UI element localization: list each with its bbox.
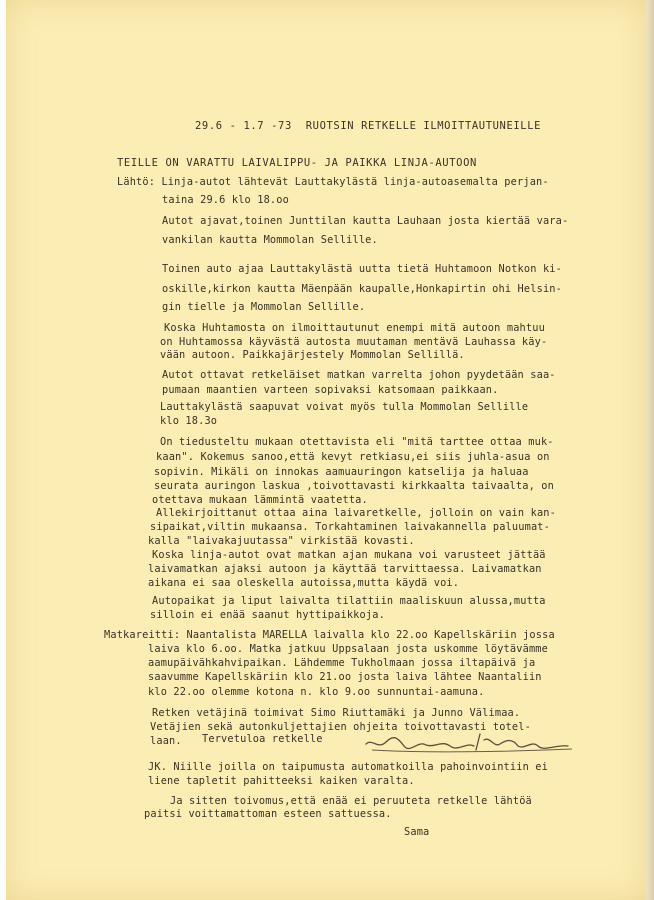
text-line: Ja sitten toivomus,että enää ei peruuteta retkelle lähtöä <box>170 795 532 807</box>
text-line: sopivin. Mikäli on innokas aamuauringon katselija ja haluaa <box>154 466 529 478</box>
text-line: laivamatkan ajaksi autoon ja käyttää tarvittaessa. Laivamatkan <box>148 563 542 575</box>
text-line: saavumme Kapellskäriin klo 21.oo josta laiva lähtee Naantaliin <box>148 671 542 683</box>
paper-edge <box>646 0 654 900</box>
text-line: taina 29.6 klo 18.oo <box>162 194 289 206</box>
text-line: On tiedusteltu mukaan otettavista eli "mitä tarttee ottaa muk- <box>160 436 554 448</box>
text-line: Koska linja-autot ovat matkan ajan mukana voi varusteet jättää <box>152 549 546 561</box>
document-header: 29.6 - 1.7 -73 RUOTSIN RETKELLE ILMOITTAUTUNEILLE <box>195 120 542 132</box>
text-line: gin tielle ja Mommolan Sellille. <box>162 301 366 313</box>
text-line: klo 22.oo olemme kotona n. klo 9.oo sunnuntai-aamuna. <box>148 686 485 698</box>
text-line: paitsi voittamattoman esteen sattuessa. <box>144 808 392 820</box>
text-line: Autot ajavat,toinen Junttilan kautta Lauhaan josta kiertää vara- <box>162 215 569 227</box>
text-line: otettava mukaan lämmintä vaatetta. <box>152 494 368 506</box>
text-line: on Huhtamossa käyvästä autosta muutaman mentävä Lauhassa käy- <box>160 336 548 348</box>
text-line: kaan". Kokemus sanoo,että kevyt retkiasu,ei siis juhla-asua on <box>156 451 550 463</box>
handwritten-signature <box>362 728 577 756</box>
text-line: Lauttakylästä saapuvat voivat myös tulla Mommolan Sellille <box>160 401 529 413</box>
text-line: Koska Huhtamosta on ilmoittautunut enempi mitä autoon mahtuu <box>164 322 545 334</box>
text-line: seurata auringon laskua ,toivottavasti kirkkaalta taivaalta, on <box>154 480 555 492</box>
text-line: Autot ottavat retkeläiset matkan varrelta johon pyydetään saa- <box>162 369 556 381</box>
text-line: kalla "laivakajuutassa" virkistää kovasti. <box>148 535 415 547</box>
text-line: sipaikat,viltin mukaansa. Torkahtaminen laivakannella paluumat- <box>150 521 551 533</box>
text-line: Vetäjien sekä autonkuljettajien ohjeita toivottavasti totel- <box>150 721 531 733</box>
text-line: klo 18.3o <box>160 415 218 427</box>
closing-sign: Sama <box>404 826 430 838</box>
text-line: vään autoon. Paikkajärjestely Mommolan Sellillä. <box>160 349 465 361</box>
text-line: Autopaikat ja liput laivalta tilattiin maaliskuun alussa,mutta <box>152 595 546 607</box>
text-line: silloin ei enää saanut hyttipaikkoja. <box>150 609 385 621</box>
text-line: Lähtö: Linja-autot lähtevät Lauttakylästä linja-autoasemalta perjan- <box>117 176 549 188</box>
text-line: liene tapletit pahitteeksi kaiken varalta. <box>148 775 415 787</box>
text-line: Toinen auto ajaa Lauttakylästä uutta tietä Huhtamoon Notkon ki- <box>162 263 563 275</box>
text-line: pumaan maantien varteen sopivaksi katsomaan paikkaan. <box>162 384 499 396</box>
text-line: Retken vetäjinä toimivat Simo Riuttamäki ja Junno Välimaa. <box>152 707 521 719</box>
text-line: Allekirjoittanut ottaa aina laivaretkelle, jolloin on vain kan- <box>156 507 557 519</box>
text-line: JK. Niille joilla on taipumusta automatkoilla pahoinvointiin ei <box>148 761 549 773</box>
text-line: aikana ei saa oleskella autoissa,mutta käydä voi. <box>148 577 460 589</box>
text-line: laiva klo 6.oo. Matka jatkuu Uppsalaan josta uskomme löytävämme <box>148 643 549 655</box>
text-line: vankilan kautta Mommolan Sellille. <box>162 234 378 246</box>
text-line: oskille,kirkon kautta Mäenpään kaupalle,Honkapirtin ohi Helsin- <box>162 283 563 295</box>
text-line: aamupäivähkahvipaikan. Lähdemme Tukholmaan jossa iltapäivä ja <box>148 657 536 669</box>
text-line: laan. <box>150 735 182 747</box>
text-line: Matkareitti: Naantalista MARELLA laivalla klo 22.oo Kapellskäriin jossa <box>104 629 555 641</box>
document-subheader: TEILLE ON VARATTU LAIVALIPPU- JA PAIKKA LINJA-AUTOON <box>117 157 477 169</box>
text-line: Tervetuloa retkelle <box>202 733 323 745</box>
